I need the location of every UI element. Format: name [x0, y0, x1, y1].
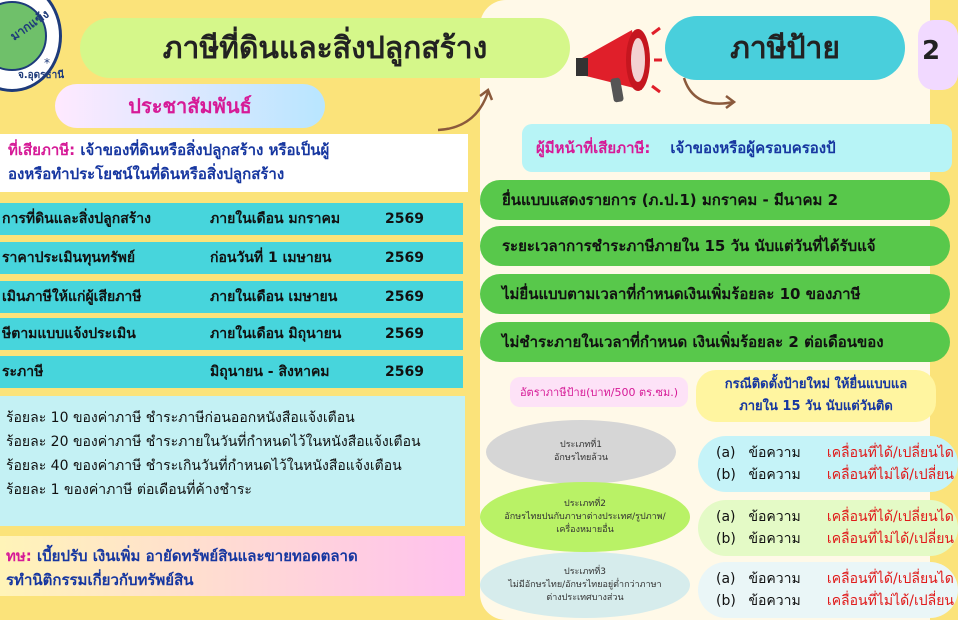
sign-type-cloud	[480, 552, 690, 618]
curved-arrow-icon	[436, 84, 496, 134]
sanction-text-2: รทำนิติกรรมเกี่ยวกับทรัพย์สิน	[6, 571, 194, 589]
sign-type-desc: อักษรไทยล้วน	[553, 453, 609, 463]
sign-type-name: ประเภทที่2	[564, 498, 606, 509]
option-b	[716, 590, 958, 612]
option-key: (b)	[716, 593, 736, 609]
sign-info-row: ไม่ยื่นแบบตามเวลาที่กำหนดเงินเพิ่มร้อยละ 10 ของภาษี	[480, 274, 950, 314]
option-text: ข้อความ	[748, 467, 801, 483]
sign-type-name: ประเภทที่1	[560, 440, 602, 450]
sign-type-desc-2: เครื่องหมายอื่น	[556, 524, 614, 535]
schedule-year: 2569	[385, 326, 424, 342]
option-text: ข้อความ	[748, 531, 801, 547]
new-sign-line-1: กรณีติดตั้งป้ายใหม่ ให้ยื่นแบบแล	[724, 377, 908, 392]
land-taxpayer-box	[0, 134, 468, 192]
sign-rate-label: อัตราภาษีป้าย(บาท/500 ตร.ซม.)	[510, 377, 688, 407]
logo-text-top: มากแข้ง	[7, 6, 52, 44]
sign-type-desc-2: ต่างประเทศบางส่วน	[546, 592, 624, 603]
schedule-row	[0, 281, 463, 313]
option-a	[716, 506, 958, 528]
sign-info-row: ไม่ชำระภายในเวลาที่กำหนด เงินเพิ่มร้อยละ 2 ต่อเดือนของ	[480, 322, 950, 362]
sign-type-cloud	[486, 420, 676, 484]
logo-text-bottom: จ.อุดรธานี	[18, 70, 65, 81]
option-movable: เคลื่อนที่ได้/เปลี่ยนได	[826, 509, 954, 525]
penalty-item: ร้อยละ 1 ของค่าภาษี ต่อเดือนที่ค้างชำระ	[6, 482, 252, 498]
sign-tax-title: ภาษีป้าย	[665, 16, 905, 80]
option-fixed: เคลื่อนที่ไม่ได้/เปลี่ยน	[826, 467, 954, 483]
schedule-period: ภายในเดือน มิถุนายน	[210, 326, 342, 342]
sign-options-box	[698, 436, 958, 492]
sign-type-cloud	[480, 482, 690, 552]
option-text: ข้อความ	[748, 593, 801, 609]
schedule-row	[0, 203, 463, 235]
schedule-item: ษีตามแบบแจ้งประเมิน	[2, 326, 136, 342]
option-key: (a)	[716, 445, 736, 461]
schedule-row	[0, 318, 463, 350]
sign-taxpayer-value: เจ้าของหรือผู้ครอบครองป้	[670, 139, 836, 157]
sign-type-name: ประเภทที่3	[564, 566, 606, 577]
sign-options-box	[698, 562, 958, 618]
taxpayer-label: ที่เสียภาษี:	[8, 141, 76, 159]
taxpayer-text-1: เจ้าของที่ดินหรือสิ่งปลูกสร้าง หรือเป็นผู้	[80, 141, 330, 159]
new-sign-note	[696, 370, 936, 422]
schedule-year: 2569	[385, 364, 424, 380]
option-key: (b)	[716, 467, 736, 483]
penalty-item: ร้อยละ 20 ของค่าภาษี ชำระภายในวันที่กำหนดไว้ในหนังสือแจ้งเตือน	[6, 434, 421, 450]
sanction-line-1	[6, 544, 459, 568]
schedule-period: ภายในเดือน เมษายน	[210, 289, 338, 305]
schedule-item: ราคาประเมินทุนทรัพย์	[2, 250, 136, 266]
penalty-item: ร้อยละ 40 ของค่าภาษี ชำระเกินวันที่กำหนดไว้ในหนังสือแจ้งเตือน	[6, 458, 402, 474]
schedule-row	[0, 242, 463, 274]
option-movable: เคลื่อนที่ได้/เปลี่ยนได	[826, 445, 954, 461]
schedule-year: 2569	[385, 289, 424, 305]
option-b	[716, 528, 958, 550]
option-a	[716, 568, 958, 590]
megaphone-icon	[572, 20, 662, 110]
sign-taxpayer-label: ผู้มีหน้าที่เสียภาษี:	[536, 139, 651, 157]
option-movable: เคลื่อนที่ได้/เปลี่ยนได	[826, 571, 954, 587]
sign-type-desc: อักษรไทยปนกับภาษาต่างประเทศ/รูปภาพ/	[504, 511, 666, 522]
option-fixed: เคลื่อนที่ไม่ได้/เปลี่ยน	[826, 531, 954, 547]
option-key: (a)	[716, 571, 736, 587]
option-text: ข้อความ	[748, 509, 801, 525]
schedule-period: มิถุนายน - สิงหาคม	[210, 364, 330, 380]
sanction-text-1: เบี้ยปรับ เงินเพิ่ม อายัดทรัพย์สินและขายทอดตลาด	[37, 547, 358, 565]
option-b	[716, 464, 958, 486]
option-text: ข้อความ	[748, 445, 801, 461]
penalty-item: ร้อยละ 10 ของค่าภาษี ชำระภาษีก่อนออกหนังสือแจ้งเตือน	[6, 410, 355, 426]
option-key: (b)	[716, 531, 736, 547]
corner-number: 2	[918, 20, 958, 90]
schedule-item: เมินภาษีให้แก่ผู้เสียภาษี	[2, 289, 142, 305]
sanction-label: ทษ:	[6, 547, 32, 565]
option-fixed: เคลื่อนที่ไม่ได้/เปลี่ยน	[826, 593, 954, 609]
schedule-period: ภายในเดือน มกราคม	[210, 211, 341, 227]
new-sign-line-2: ภายใน 15 วัน นับแต่วันติด	[739, 399, 893, 414]
sign-taxpayer-box	[522, 124, 952, 172]
curved-arrow-icon	[680, 76, 740, 116]
sign-options-box	[698, 500, 958, 556]
sign-info-row: ระยะเวลาการชำระภาษีภายใน 15 วัน นับแต่วันที่ได้รับแจ้	[480, 226, 950, 266]
schedule-item: การที่ดินและสิ่งปลูกสร้าง	[2, 211, 151, 227]
schedule-year: 2569	[385, 211, 424, 227]
sign-info-row: ยื่นแบบแสดงรายการ (ภ.ป.1) มกราคม - มีนาคม 2	[480, 180, 950, 220]
taxpayer-line-1	[8, 138, 460, 162]
schedule-year: 2569	[385, 250, 424, 266]
option-key: (a)	[716, 509, 736, 525]
schedule-period: ก่อนวันที่ 1 เมษายน	[210, 250, 332, 266]
taxpayer-text-2: องหรือทำประโยชน์ในที่ดินหรือสิ่งปลูกสร้าง	[8, 165, 285, 183]
schedule-row	[0, 356, 463, 388]
logo-star: *	[44, 56, 50, 70]
option-a	[716, 442, 958, 464]
penalty-list	[0, 396, 465, 526]
schedule-item: ระภาษี	[2, 364, 44, 380]
sign-type-desc: ไม่มีอักษรไทย/อักษรไทยอยู่ต่ำกว่าภาษา	[508, 579, 662, 590]
option-text: ข้อความ	[748, 571, 801, 587]
land-tax-title: ภาษีที่ดินและสิ่งปลูกสร้าง	[80, 18, 570, 78]
sanction-box	[0, 536, 465, 596]
public-relations-label: ประชาสัมพันธ์	[55, 84, 325, 128]
